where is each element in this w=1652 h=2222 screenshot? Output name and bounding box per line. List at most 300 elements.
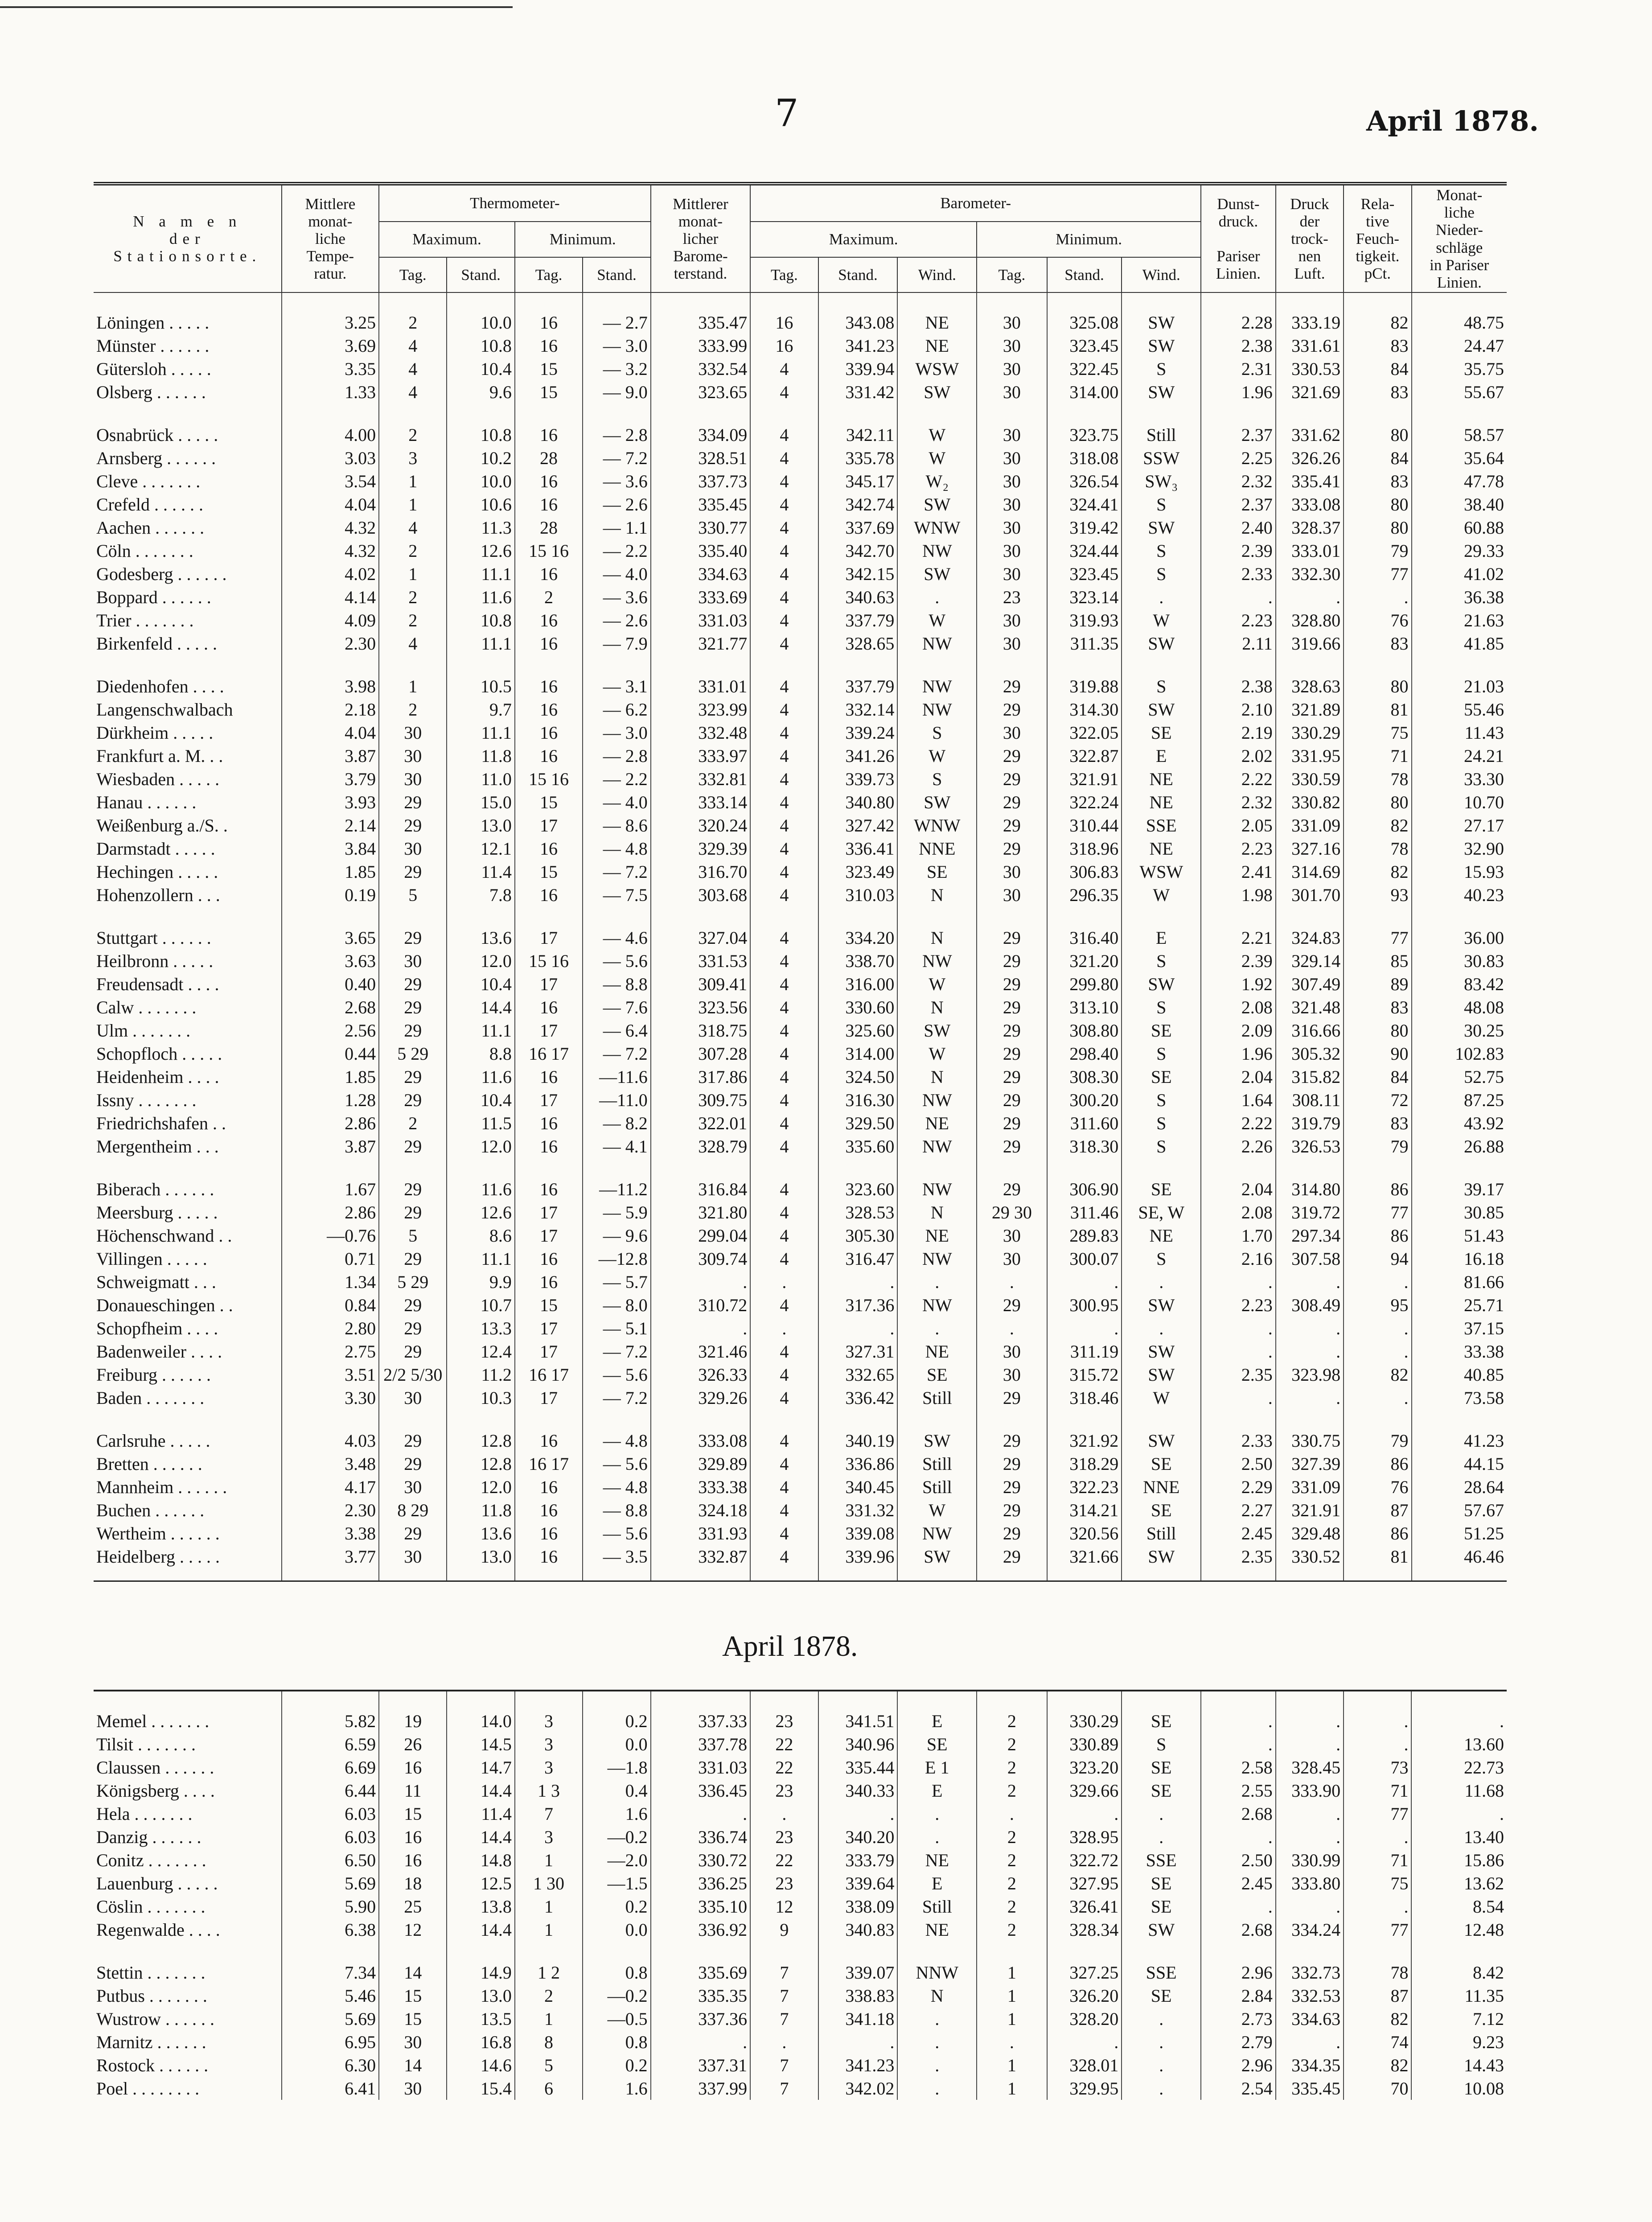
relative-humidity: 80 [1344, 790, 1411, 814]
mean-temperature: 1.67 [282, 1158, 379, 1201]
thermo-max-day: 1 [379, 562, 447, 585]
baro-max-wind: E 1 [897, 1756, 977, 1779]
baro-min-value: 318.46 [1047, 1386, 1122, 1409]
thermo-min-value: — 8.8 [583, 972, 650, 996]
thermo-max-value: 10.8 [447, 403, 514, 446]
dry-air-pressure: 316.66 [1276, 1019, 1344, 1042]
thermo-min-value: —11.6 [583, 1065, 650, 1088]
table-row [94, 860, 1507, 883]
baro-max-value: 342.74 [818, 493, 898, 516]
baro-min-day: 29 [977, 1158, 1047, 1201]
table-april-body [94, 1691, 1507, 2100]
mean-temperature: 1.28 [282, 1088, 379, 1111]
baro-min-value: . [1047, 1317, 1122, 1340]
baro-max-wind: SW [897, 790, 977, 814]
header-baro-minimum: Minimum. [977, 222, 1201, 257]
precipitation: 11.68 [1411, 1779, 1507, 1802]
header-relative-humidity: Rela- tive Feuch- tigkeit. pCt. [1344, 184, 1411, 292]
relative-humidity: 77 [1344, 1918, 1411, 1941]
baro-max-day: 7 [750, 1941, 818, 1984]
vapour-pressure: 2.27 [1201, 1498, 1276, 1522]
baro-min-day: 29 [977, 906, 1047, 949]
baro-max-wind: SW [897, 562, 977, 585]
thermo-min-value: 0.0 [583, 1918, 650, 1941]
mean-barometer: 331.01 [651, 655, 751, 698]
baro-max-day: 4 [750, 1019, 818, 1042]
thermo-min-value: — 4.1 [583, 1135, 650, 1158]
baro-min-day: 30 [977, 1224, 1047, 1247]
dry-air-pressure: 330.52 [1276, 1545, 1344, 1568]
vapour-pressure: 2.26 [1201, 1135, 1276, 1158]
table-row [94, 790, 1507, 814]
thermo-max-day: 15 [379, 2007, 447, 2030]
mean-temperature: 4.09 [282, 609, 379, 632]
mean-barometer: 337.78 [651, 1732, 751, 1756]
baro-min-wind: S [1122, 1088, 1201, 1111]
baro-max-day: 4 [750, 698, 818, 721]
baro-max-day: 4 [750, 1452, 818, 1475]
station-name: Höchenschwand . . [96, 1225, 232, 1246]
station-name: Cöln . . . . . . . [96, 540, 193, 561]
relative-humidity: 71 [1344, 1848, 1411, 1872]
baro-max-day: . [750, 2030, 818, 2053]
table-row [94, 493, 1507, 516]
vapour-pressure: 2.38 [1201, 655, 1276, 698]
vapour-pressure: 2.37 [1201, 403, 1276, 446]
table-row [94, 292, 1507, 334]
thermo-max-day: 12 [379, 1918, 447, 1941]
header-baro-maximum: Maximum. [750, 222, 977, 257]
vapour-pressure: 2.96 [1201, 2053, 1276, 2077]
table-row [94, 1409, 1507, 1452]
mean-temperature: 3.63 [282, 949, 379, 972]
baro-max-wind: NE [897, 1918, 977, 1941]
table-row [94, 446, 1507, 469]
baro-min-wind: SE, W [1122, 1201, 1201, 1224]
thermo-min-day: 16 [515, 1475, 583, 1498]
relative-humidity: . [1344, 1270, 1411, 1293]
thermo-min-value: — 4.8 [583, 1409, 650, 1452]
precipitation: 41.23 [1412, 1409, 1507, 1452]
precipitation: 38.40 [1412, 493, 1507, 516]
baro-min-wind: NE [1122, 1224, 1201, 1247]
header-baro-min-wind: Wind. [1122, 257, 1201, 293]
dry-air-pressure: 332.53 [1276, 1984, 1344, 2007]
thermo-max-value: 14.9 [447, 1941, 514, 1984]
baro-max-wind: W [897, 972, 977, 996]
thermo-max-day: 16 [379, 1825, 447, 1848]
thermo-min-value: 0.0 [583, 1732, 650, 1756]
thermo-min-value: — 5.7 [583, 1270, 650, 1293]
thermo-min-value: — 2.8 [583, 403, 650, 446]
thermo-min-day: 16 [515, 403, 583, 446]
thermo-max-day: 16 [379, 1756, 447, 1779]
baro-max-wind: . [897, 1317, 977, 1340]
dry-air-pressure: 331.62 [1276, 403, 1344, 446]
mean-temperature: 2.75 [282, 1340, 379, 1363]
thermo-max-day: 5 29 [379, 1042, 447, 1065]
mean-temperature: 0.40 [282, 972, 379, 996]
table-row [94, 906, 1507, 949]
dry-air-pressure: 315.82 [1276, 1065, 1344, 1088]
thermo-min-day: 17 [515, 1386, 583, 1409]
baro-max-value: 324.50 [818, 1065, 898, 1088]
station-name: Crefeld . . . . . . [96, 494, 203, 514]
thermo-min-day: 16 17 [515, 1363, 583, 1386]
thermo-max-value: 11.1 [447, 1247, 514, 1270]
baro-min-value: 326.54 [1047, 469, 1122, 493]
thermo-max-day: 29 [379, 1293, 447, 1317]
precipitation: 27.17 [1412, 814, 1507, 837]
thermo-max-day: 29 [379, 1088, 447, 1111]
relative-humidity: 86 [1344, 1452, 1411, 1475]
thermo-max-day: 14 [379, 2053, 447, 2077]
vapour-pressure: 2.21 [1201, 906, 1276, 949]
baro-min-wind: SW [1122, 1340, 1201, 1363]
table-row [94, 1135, 1507, 1158]
table-row [94, 357, 1507, 380]
baro-min-wind: SE [1122, 1019, 1201, 1042]
header-baro-min-tag: Tag. [977, 257, 1047, 293]
baro-min-day: 2 [977, 1779, 1047, 1802]
baro-min-day: 29 [977, 1386, 1047, 1409]
mean-temperature: 2.86 [282, 1111, 379, 1135]
station-name: Birkenfeld . . . . . [96, 633, 218, 654]
baro-min-day: 2 [977, 1732, 1047, 1756]
header-precipitation: Monat- liche Nieder- schläge in Pariser Linien. [1412, 184, 1507, 292]
mean-temperature: 2.86 [282, 1201, 379, 1224]
baro-min-wind: SW [1122, 1409, 1201, 1452]
baro-min-wind: S [1122, 562, 1201, 585]
baro-min-wind: S [1122, 493, 1201, 516]
precipitation: 15.86 [1411, 1848, 1507, 1872]
mean-temperature: 6.30 [282, 2053, 379, 2077]
vapour-pressure: 2.23 [1201, 1293, 1276, 1317]
precipitation: 29.33 [1412, 539, 1507, 562]
baro-max-wind: . [897, 1825, 977, 1848]
vapour-pressure: 2.68 [1201, 1918, 1276, 1941]
dry-air-pressure: . [1276, 1340, 1344, 1363]
thermo-max-value: 12.8 [447, 1452, 514, 1475]
thermo-min-value: —0.2 [583, 1825, 650, 1848]
mean-barometer: 336.45 [651, 1779, 751, 1802]
mean-barometer: 309.75 [651, 1088, 751, 1111]
thermo-min-day: 1 2 [515, 1941, 583, 1984]
baro-min-wind: W [1122, 1386, 1201, 1409]
baro-min-day: 30 [977, 609, 1047, 632]
baro-max-day: 4 [750, 1293, 818, 1317]
table-row [94, 1941, 1507, 1984]
baro-max-value: 335.44 [818, 1756, 898, 1779]
mean-temperature: 4.17 [282, 1475, 379, 1498]
vapour-pressure: 2.40 [1201, 516, 1276, 539]
header-thermo-min-stand: Stand. [583, 257, 650, 293]
station-name: Stettin . . . . . . . [96, 1962, 205, 1983]
baro-max-day: 4 [750, 1522, 818, 1545]
station-name: Trier . . . . . . . [96, 610, 194, 630]
baro-max-value: . [818, 1317, 898, 1340]
thermo-max-value: 14.8 [447, 1848, 514, 1872]
baro-max-day: 4 [750, 996, 818, 1019]
baro-min-value: 327.95 [1047, 1872, 1122, 1895]
baro-max-wind: S [897, 721, 977, 744]
relative-humidity: 71 [1344, 744, 1411, 767]
baro-max-day: 4 [750, 883, 818, 906]
baro-max-day: . [750, 1270, 818, 1293]
mean-barometer: 332.54 [651, 357, 751, 380]
thermo-max-day: 4 [379, 357, 447, 380]
baro-min-wind: SE [1122, 1984, 1201, 2007]
thermo-max-day: 1 [379, 493, 447, 516]
baro-max-value: 341.26 [818, 744, 898, 767]
thermo-max-value: 9.9 [447, 1270, 514, 1293]
baro-min-wind: . [1122, 2077, 1201, 2100]
baro-max-day: 4 [750, 1088, 818, 1111]
baro-max-day: 4 [750, 632, 818, 655]
thermo-max-value: 10.6 [447, 493, 514, 516]
baro-min-day: 29 [977, 1475, 1047, 1498]
baro-min-value: 319.42 [1047, 516, 1122, 539]
thermo-min-day: 16 17 [515, 1042, 583, 1065]
relative-humidity: . [1344, 1691, 1411, 1732]
relative-humidity: 75 [1344, 1872, 1411, 1895]
precipitation: 81.66 [1412, 1270, 1507, 1293]
relative-humidity: 82 [1344, 2007, 1411, 2030]
thermo-min-day: 17 [515, 1224, 583, 1247]
thermo-max-day: 2 [379, 698, 447, 721]
thermo-max-value: 10.4 [447, 972, 514, 996]
thermo-min-day: 3 [515, 1691, 583, 1732]
thermo-max-value: 14.5 [447, 1732, 514, 1756]
baro-max-day: 9 [750, 1918, 818, 1941]
thermo-max-value: 11.1 [447, 721, 514, 744]
relative-humidity: 82 [1344, 860, 1411, 883]
vapour-pressure: 2.04 [1201, 1065, 1276, 1088]
table-row [94, 2053, 1507, 2077]
vapour-pressure: 2.37 [1201, 493, 1276, 516]
thermo-max-value: 12.4 [447, 1340, 514, 1363]
mean-barometer: . [651, 1802, 751, 1825]
station-name: Calw . . . . . . . [96, 997, 197, 1017]
relative-humidity: 80 [1344, 655, 1411, 698]
mean-temperature: 3.87 [282, 744, 379, 767]
thermo-max-value: 12.0 [447, 1135, 514, 1158]
baro-min-day: . [977, 1802, 1047, 1825]
baro-min-wind: . [1122, 1802, 1201, 1825]
baro-max-day: 22 [750, 1848, 818, 1872]
thermo-min-day: 16 [515, 469, 583, 493]
baro-max-day: 4 [750, 1042, 818, 1065]
baro-min-wind: SSE [1122, 1941, 1201, 1984]
table-row [94, 469, 1507, 493]
station-name: Marnitz . . . . . . [96, 2032, 206, 2052]
mean-barometer: 330.77 [651, 516, 751, 539]
baro-max-value: 316.30 [818, 1088, 898, 1111]
thermo-min-day: 2 [515, 1984, 583, 2007]
table-row [94, 1111, 1507, 1135]
precipitation: 44.15 [1412, 1452, 1507, 1475]
mean-barometer: 303.68 [651, 883, 751, 906]
precipitation: 55.67 [1412, 380, 1507, 403]
baro-min-value: 314.30 [1047, 698, 1122, 721]
station-name: Mergentheim . . . [96, 1136, 219, 1156]
mean-barometer: 324.18 [651, 1498, 751, 1522]
dry-air-pressure: 305.32 [1276, 1042, 1344, 1065]
baro-max-wind: W₂ [897, 469, 977, 493]
thermo-min-day: 17 [515, 814, 583, 837]
thermo-min-value: — 9.6 [583, 1224, 650, 1247]
vapour-pressure: 1.70 [1201, 1224, 1276, 1247]
vapour-pressure: 2.09 [1201, 1019, 1276, 1042]
station-name: Wiesbaden . . . . . [96, 769, 220, 789]
dry-air-pressure: 328.37 [1276, 516, 1344, 539]
weather-table-main [94, 182, 1507, 1582]
mean-temperature: 1.85 [282, 860, 379, 883]
thermo-max-day: 30 [379, 2077, 447, 2100]
thermo-max-value: 12.0 [447, 1475, 514, 1498]
thermo-max-day: 18 [379, 1872, 447, 1895]
baro-min-value: 314.00 [1047, 380, 1122, 403]
table-row [94, 334, 1507, 357]
baro-max-wind: N [897, 1065, 977, 1088]
mean-barometer: 335.69 [651, 1941, 751, 1984]
baro-min-value: 319.88 [1047, 655, 1122, 698]
baro-min-wind: S [1122, 1111, 1201, 1135]
dry-air-pressure: 319.66 [1276, 632, 1344, 655]
baro-max-day: 23 [750, 1691, 818, 1732]
header-mean-barometer: Mittlerer monat- licher Barome- terstand. [651, 184, 751, 292]
baro-min-day: 30 [977, 516, 1047, 539]
mean-barometer: 335.35 [651, 1984, 751, 2007]
thermo-min-day: 16 [515, 698, 583, 721]
precipitation: 55.46 [1412, 698, 1507, 721]
vapour-pressure: . [1201, 1317, 1276, 1340]
baro-max-wind: NNW [897, 1941, 977, 1984]
relative-humidity: 78 [1344, 1941, 1411, 1984]
station-name: Donaueschingen . . [96, 1295, 233, 1315]
thermo-min-value: 0.4 [583, 1779, 650, 1802]
thermo-max-value: 12.1 [447, 837, 514, 860]
baro-max-wind: . [897, 2007, 977, 2030]
mean-barometer: 333.38 [651, 1475, 751, 1498]
baro-max-value: 323.60 [818, 1158, 898, 1201]
vapour-pressure: . [1201, 1895, 1276, 1918]
thermo-min-day: 15 [515, 357, 583, 380]
dry-air-pressure: 333.01 [1276, 539, 1344, 562]
thermo-min-day: 16 [515, 609, 583, 632]
thermo-max-value: 11.8 [447, 1498, 514, 1522]
header-dunstdruck: Dunst- druck. Pariser Linien. [1201, 184, 1276, 292]
station-name: Friedrichshafen . . [96, 1113, 226, 1133]
station-name: Heidenheim . . . . [96, 1066, 219, 1087]
thermo-max-day: 19 [379, 1691, 447, 1732]
relative-humidity: 84 [1344, 446, 1411, 469]
mean-barometer: 321.77 [651, 632, 751, 655]
baro-min-wind: S [1122, 949, 1201, 972]
dry-air-pressure: . [1276, 1270, 1344, 1293]
mean-temperature: 4.04 [282, 721, 379, 744]
baro-min-value: 318.29 [1047, 1452, 1122, 1475]
thermo-min-value: — 6.4 [583, 1019, 650, 1042]
mean-temperature: 5.69 [282, 1872, 379, 1895]
baro-min-day: . [977, 1270, 1047, 1293]
baro-min-day: 29 [977, 996, 1047, 1019]
vapour-pressure: 2.41 [1201, 860, 1276, 883]
relative-humidity: 89 [1344, 972, 1411, 996]
dry-air-pressure: 330.99 [1276, 1848, 1344, 1872]
precipitation: 35.75 [1412, 357, 1507, 380]
baro-min-value: 328.20 [1047, 2007, 1122, 2030]
dry-air-pressure: 327.16 [1276, 837, 1344, 860]
mean-barometer: 333.99 [651, 334, 751, 357]
baro-min-wind: . [1122, 585, 1201, 609]
baro-max-value: 342.15 [818, 562, 898, 585]
thermo-min-value: — 1.1 [583, 516, 650, 539]
baro-min-value: 308.80 [1047, 1019, 1122, 1042]
station-name: Regenwalde . . . . [96, 1919, 220, 1940]
mean-barometer: 316.84 [651, 1158, 751, 1201]
relative-humidity: 80 [1344, 1019, 1411, 1042]
relative-humidity: 70 [1344, 2077, 1411, 2100]
header-druck-trocken: Druck der trock- nen Luft. [1276, 184, 1344, 292]
baro-max-day: 16 [750, 334, 818, 357]
baro-max-wind: S [897, 767, 977, 790]
thermo-max-value: 10.7 [447, 1293, 514, 1317]
thermo-min-day: 15 16 [515, 539, 583, 562]
baro-min-day: 29 [977, 972, 1047, 996]
mean-barometer: 332.81 [651, 767, 751, 790]
mean-temperature: 3.25 [282, 292, 379, 334]
vapour-pressure: 2.08 [1201, 996, 1276, 1019]
precipitation: 28.64 [1412, 1475, 1507, 1498]
dry-air-pressure: . [1276, 1895, 1344, 1918]
thermo-min-day: 16 [515, 996, 583, 1019]
baro-min-day: 30 [977, 883, 1047, 906]
relative-humidity: 94 [1344, 1247, 1411, 1270]
baro-max-value: 343.08 [818, 292, 898, 334]
station-name: Claussen . . . . . . [96, 1757, 214, 1778]
baro-max-day: 4 [750, 609, 818, 632]
table-row [94, 949, 1507, 972]
baro-max-day: 4 [750, 585, 818, 609]
baro-min-wind: SW [1122, 1918, 1201, 1941]
table-row [94, 609, 1507, 632]
relative-humidity: . [1344, 585, 1411, 609]
page-number: 7 [775, 91, 799, 135]
thermo-max-value: 8.8 [447, 1042, 514, 1065]
baro-min-day: 29 [977, 767, 1047, 790]
baro-max-wind: SE [897, 1363, 977, 1386]
vapour-pressure: 1.96 [1201, 380, 1276, 403]
precipitation: 33.30 [1412, 767, 1507, 790]
vapour-pressure: 2.31 [1201, 357, 1276, 380]
precipitation: 21.03 [1412, 655, 1507, 698]
thermo-max-day: 2 [379, 609, 447, 632]
relative-humidity: 83 [1344, 380, 1411, 403]
baro-max-day: 4 [750, 721, 818, 744]
baro-max-day: 4 [750, 1498, 818, 1522]
thermo-max-value: 11.3 [447, 516, 514, 539]
relative-humidity: 81 [1344, 1545, 1411, 1568]
precipitation: 10.08 [1411, 2077, 1507, 2100]
thermo-max-day: 14 [379, 1941, 447, 1984]
dry-air-pressure: 321.69 [1276, 380, 1344, 403]
thermo-max-value: 11.4 [447, 1802, 514, 1825]
header-station: N a m e n der Stationsorte. [94, 184, 282, 292]
mean-barometer: 317.86 [651, 1065, 751, 1088]
vapour-pressure: 2.19 [1201, 721, 1276, 744]
relative-humidity: 93 [1344, 883, 1411, 906]
